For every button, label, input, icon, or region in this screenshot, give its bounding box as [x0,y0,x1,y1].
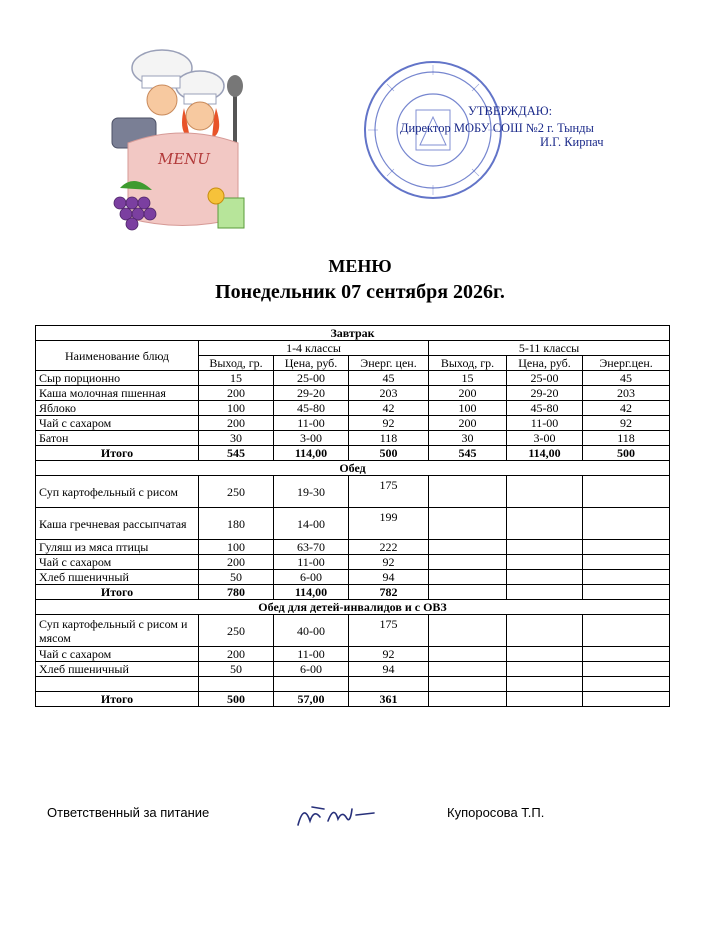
dish-value: 40-00 [274,615,349,647]
dish-value: 3-00 [507,431,583,446]
empty-cell [583,677,670,692]
dish-value: 500 [583,446,670,461]
col-price-header: Цена, руб. [274,356,349,371]
dish-value: 11-00 [507,416,583,431]
dish-name: Чай с сахаром [36,647,199,662]
dish-name: Каша гречневая рассыпчатая [36,508,199,540]
empty-cell [507,508,583,540]
empty-cell [507,615,583,647]
col-energy-header: Энерг. цен. [349,356,429,371]
section-header: Обед [36,461,670,476]
dish-value: 6-00 [274,570,349,585]
approval-block [340,50,640,220]
dish-name: Суп картофельный с рисом [36,476,199,508]
dish-value: 11-00 [274,647,349,662]
dish-value: 199 [349,508,429,540]
dish-value: 175 [349,476,429,508]
approval-line-3: И.Г. Кирпач [540,135,604,149]
dish-value: 11-00 [274,416,349,431]
menu-table-body [36,326,670,707]
dish-value: 45-80 [274,401,349,416]
dish-value: 6-00 [274,662,349,677]
empty-cell [429,692,507,707]
approval-line-2: Директор МОБУ СОШ №2 г. Тынды [400,121,594,135]
dish-value: 114,00 [274,585,349,600]
dish-name: Каша молочная пшенная [36,386,199,401]
dish-value: 500 [349,446,429,461]
empty-cell [429,540,507,555]
menu-date: Понедельник 07 сентября 2026г. [215,281,505,303]
section-header-row [36,461,670,476]
col-price-header: Цена, руб. [507,356,583,371]
col-name-header: Наименование блюд [36,341,199,371]
dish-value: 29-20 [274,386,349,401]
empty-cell [507,476,583,508]
section-header: Обед для детей-инвалидов и с ОВЗ [36,600,670,615]
dish-value: 3-00 [274,431,349,446]
dish-value: 94 [349,570,429,585]
empty-cell [429,555,507,570]
dish-name: Хлеб пшеничный [36,662,199,677]
empty-cell [583,615,670,647]
dish-value: 29-20 [507,386,583,401]
dish-value: 63-70 [274,540,349,555]
empty-cell [274,677,349,692]
menu-table [35,325,670,707]
empty-cell [429,585,507,600]
empty-cell [36,677,199,692]
section-header-row [36,600,670,615]
empty-cell [583,585,670,600]
dish-value: 780 [199,585,274,600]
dish-row [36,555,670,570]
dish-value: 200 [199,647,274,662]
empty-cell [507,677,583,692]
dish-value: 100 [429,401,507,416]
dish-row [36,401,670,416]
total-row [36,446,670,461]
empty-cell [429,647,507,662]
dish-name: Чай с сахаром [36,555,199,570]
dish-value: 203 [349,386,429,401]
empty-cell [507,540,583,555]
dish-row [36,386,670,401]
section-header: Завтрак [36,326,670,341]
total-row [36,585,670,600]
dish-row [36,476,670,508]
dish-value: 200 [199,416,274,431]
dish-value: 92 [583,416,670,431]
dish-value: 14-00 [274,508,349,540]
empty-cell [507,555,583,570]
dish-value: 180 [199,508,274,540]
dish-value: 11-00 [274,555,349,570]
dish-row [36,508,670,540]
dish-row [36,431,670,446]
dish-row [36,662,670,677]
dish-value: 250 [199,476,274,508]
empty-cell [349,677,429,692]
dish-row [36,416,670,431]
dish-value: 545 [429,446,507,461]
empty-cell [507,692,583,707]
svg-text:MENU: MENU [158,150,211,168]
total-label: Итого [36,446,199,461]
dish-name: Сыр порционно [36,371,199,386]
empty-cell [429,677,507,692]
empty-cell [429,615,507,647]
dish-value: 50 [199,570,274,585]
empty-cell [507,647,583,662]
dish-row [36,540,670,555]
empty-cell [507,585,583,600]
dish-value: 15 [199,371,274,386]
dish-value: 175 [349,615,429,647]
dish-value: 222 [349,540,429,555]
dish-value: 92 [349,647,429,662]
dish-value: 500 [199,692,274,707]
dish-value: 30 [429,431,507,446]
dish-value: 92 [349,555,429,570]
dish-value: 118 [349,431,429,446]
signature [290,795,380,835]
dish-value: 200 [199,386,274,401]
responsible-name: Купоросова Т.П. [447,805,545,820]
dish-value: 92 [349,416,429,431]
dish-value: 200 [429,386,507,401]
dish-value: 45-80 [507,401,583,416]
breakfast-header-row [36,326,670,341]
dish-value: 15 [429,371,507,386]
dish-name: Хлеб пшеничный [36,570,199,585]
dish-value: 94 [349,662,429,677]
dish-value: 50 [199,662,274,677]
empty-cell [583,570,670,585]
dish-value: 45 [349,371,429,386]
dish-value: 250 [199,615,274,647]
empty-cell [583,540,670,555]
col-energy-header: Энерг.цен. [583,356,670,371]
dish-row [36,570,670,585]
empty-cell [429,476,507,508]
dish-value: 114,00 [274,446,349,461]
page-title: МЕНЮ [328,256,392,276]
empty-cell [199,677,274,692]
col-out-header: Выход, гр. [429,356,507,371]
empty-cell [429,508,507,540]
group-5-11-header: 5-11 классы [429,341,670,356]
dish-value: 118 [583,431,670,446]
empty-cell [583,647,670,662]
empty-cell [583,476,670,508]
dish-name: Суп картофельный с рисом и мясом [36,615,199,647]
dish-value: 200 [429,416,507,431]
group-header-row [36,341,670,356]
empty-cell [583,508,670,540]
dish-value: 30 [199,431,274,446]
empty-cell [583,555,670,570]
dish-value: 545 [199,446,274,461]
dish-value: 100 [199,401,274,416]
dish-value: 361 [349,692,429,707]
empty-cell [583,662,670,677]
total-label: Итого [36,585,199,600]
dish-row [36,615,670,647]
total-row [36,692,670,707]
dish-row [36,647,670,662]
dish-name: Яблоко [36,401,199,416]
dish-value: 45 [583,371,670,386]
dish-name: Батон [36,431,199,446]
dish-value: 782 [349,585,429,600]
dish-value: 57,00 [274,692,349,707]
dish-value: 200 [199,555,274,570]
empty-cell [429,662,507,677]
dish-value: 100 [199,540,274,555]
empty-cell [507,662,583,677]
dish-value: 25-00 [507,371,583,386]
total-label: Итого [36,692,199,707]
empty-row [36,677,670,692]
group-1-4-header: 1-4 классы [199,341,429,356]
dish-value: 25-00 [274,371,349,386]
responsible-label: Ответственный за питание [47,805,210,820]
dish-name: Гуляш из мяса птицы [36,540,199,555]
dish-row [36,371,670,386]
empty-cell [429,570,507,585]
dish-value: 114,00 [507,446,583,461]
dish-value: 42 [583,401,670,416]
approval-line-1: УТВЕРЖДАЮ: [468,104,553,118]
dish-value: 203 [583,386,670,401]
dish-name: Чай с сахаром [36,416,199,431]
dish-value: 42 [349,401,429,416]
col-out-header: Выход, гр. [199,356,274,371]
empty-cell [583,692,670,707]
menu-logo [100,38,265,233]
empty-cell [507,570,583,585]
dish-value: 19-30 [274,476,349,508]
